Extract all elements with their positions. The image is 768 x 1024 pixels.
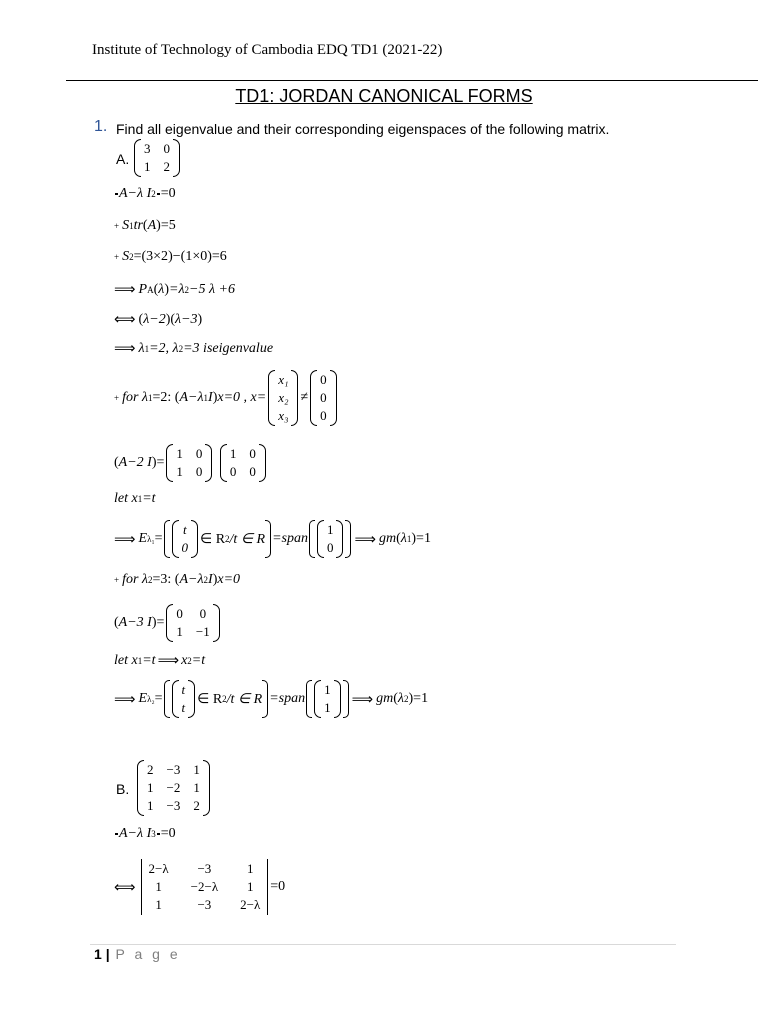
page-footer xyxy=(94,946,181,962)
page-number: 1 xyxy=(94,946,102,962)
vector-entry: t xyxy=(182,522,187,537)
vector-entry: t xyxy=(181,700,186,715)
iff-arrow-icon: ⟺ xyxy=(114,312,136,328)
matrix-cell: 2 xyxy=(147,762,154,777)
vector-entry: x₃ xyxy=(278,408,289,423)
matrix-cell: 3 xyxy=(144,141,151,156)
matrix-cell: 1 xyxy=(193,762,200,777)
vector-entry: 1 xyxy=(324,700,331,715)
matrix-cell: 0 xyxy=(249,464,256,479)
matrix-cell: 2 xyxy=(193,798,200,813)
matrix-cell: −3 xyxy=(166,798,181,813)
vector-entry: x₁ xyxy=(278,372,289,387)
bullet-icon: + xyxy=(114,575,120,585)
eigenspace-lambda2: ⟹ E λ₂ = t t ∈ R 2 /t ∈ R =span 1 1 ⟹ gm ( λ 2 ) =1 xyxy=(114,680,428,718)
matrix-cell: 1 xyxy=(144,159,151,174)
bullet-icon: + xyxy=(114,252,120,262)
part-a-label: A. xyxy=(116,151,130,167)
matrix-cell: −3 xyxy=(197,861,212,876)
matrix-cell: 1 xyxy=(176,464,183,479)
matrix-cell: 1 xyxy=(246,861,254,876)
question-text: Find all eigenvalue and their corresponding eigenspaces of the following matrix. xyxy=(116,121,610,137)
matrix-cell: 2 xyxy=(163,159,170,174)
matrix-cell: 1 xyxy=(155,879,162,894)
question-number: 1. xyxy=(94,118,108,135)
iff-arrow-icon: ⟺ xyxy=(114,879,136,896)
vector-entry: 0 xyxy=(326,540,334,555)
characteristic-polynomial: ⟹ P A ( λ ) =λ 2 −5 λ +6 xyxy=(114,281,235,298)
bullet-icon: + xyxy=(114,393,120,403)
matrix-cell: 2−λ xyxy=(240,897,261,912)
vector-entry: 0 xyxy=(320,390,327,405)
eigenvalues-line: ⟹ λ 1 =2, λ 2 =3 iseigenvalue xyxy=(114,340,274,357)
vector-entry: 0 xyxy=(320,408,327,423)
vector-entry: t xyxy=(181,682,186,697)
trace-line: + S 1 tr ( A ) =5 xyxy=(114,218,176,233)
vector-entry: x₂ xyxy=(278,390,289,405)
matrix-cell: 1 xyxy=(147,780,154,795)
matrix-cell: −2 xyxy=(166,780,181,795)
matrix-cell: 0 xyxy=(176,606,183,621)
matrix-a-minus-3i: ( A−3 I ) = 0 0 1 −1 xyxy=(114,604,222,642)
let-x1-x2: let x 1 =t ⟹ x 2 =t xyxy=(114,652,206,669)
matrix-cell: 2−λ xyxy=(148,861,169,876)
characteristic-equation-a: A−λ I 2 =0 xyxy=(114,186,176,202)
characteristic-equation-b: A−λ I 3 =0 xyxy=(114,826,176,842)
part-b-matrix xyxy=(135,760,212,816)
matrix-cell: 1 xyxy=(229,446,237,461)
implies-arrow-icon: ⟹ xyxy=(114,341,136,357)
let-x1-t: let x 1 =t xyxy=(114,491,156,506)
eigen-system-lambda1: + for λ 1 =2: ( A−λ 1 I ) x=0 , x= x₁ x₂ x₃ ≠ 0 0 0 xyxy=(114,370,339,426)
vector-entry: 1 xyxy=(324,682,331,697)
matrix-cell: −2−λ xyxy=(190,879,219,894)
matrix-cell: 1 xyxy=(246,879,254,894)
matrix-cell: 1 xyxy=(147,798,154,813)
matrix-cell: −3 xyxy=(166,762,181,777)
eigenspace-lambda1: ⟹ E λ₁ = t 0 ∈ R 2 /t ∈ R =span 1 0 ⟹ gm ( λ 1 ) =1 xyxy=(114,520,431,558)
matrix-cell: 1 xyxy=(155,897,162,912)
vector-entry: 0 xyxy=(320,372,327,387)
page-title: TD1: JORDAN CANONICAL FORMS xyxy=(235,86,533,106)
matrix-cell: −3 xyxy=(197,897,212,912)
matrix-cell: −1 xyxy=(195,624,210,639)
part-a-matrix xyxy=(132,139,182,177)
matrix-a-minus-2i: ( A−2 I ) = 1 0 1 0 1 0 0 0 xyxy=(114,444,268,482)
header-rule xyxy=(66,80,758,81)
matrix-cell: 1 xyxy=(193,780,200,795)
implies-arrow-icon: ⟹ xyxy=(114,691,136,708)
vector-entry: 0 xyxy=(181,540,188,555)
factorized-polynomial: ⟺ ( λ−2 )( λ−3 ) xyxy=(114,311,203,328)
part-b-label: B. xyxy=(116,781,130,797)
matrix-cell: 0 xyxy=(199,606,207,621)
matrix-cell: 0 xyxy=(249,446,256,461)
footer-rule xyxy=(90,944,676,945)
determinant-b: ⟺ 2−λ −3 1 1 −2−λ 1 1 −3 2−λ =0 xyxy=(114,859,285,915)
matrix-cell: 0 xyxy=(195,446,203,461)
eigen-system-lambda2: + for λ 2 =3: ( A−λ 2 I ) x=0 xyxy=(114,572,241,587)
implies-arrow-icon: ⟹ xyxy=(114,282,136,298)
implies-arrow-icon: ⟹ xyxy=(114,531,136,548)
vector-entry: 1 xyxy=(326,522,334,537)
bullet-icon: + xyxy=(114,221,120,231)
matrix-cell: 0 xyxy=(195,464,203,479)
matrix-cell: 0 xyxy=(163,141,170,156)
matrix-cell: 0 xyxy=(229,464,237,479)
s2-line: + S 2 = ( 3×2 ) − ( 1×0 ) =6 xyxy=(114,249,227,264)
document-header: Institute of Technology of Cambodia EDQ TD1 (2021-22) xyxy=(92,42,443,58)
matrix-cell: 1 xyxy=(176,624,183,639)
footer-separator: | xyxy=(105,946,110,962)
matrix-cell: 1 xyxy=(176,446,183,461)
page-label: P a g e xyxy=(115,946,181,962)
